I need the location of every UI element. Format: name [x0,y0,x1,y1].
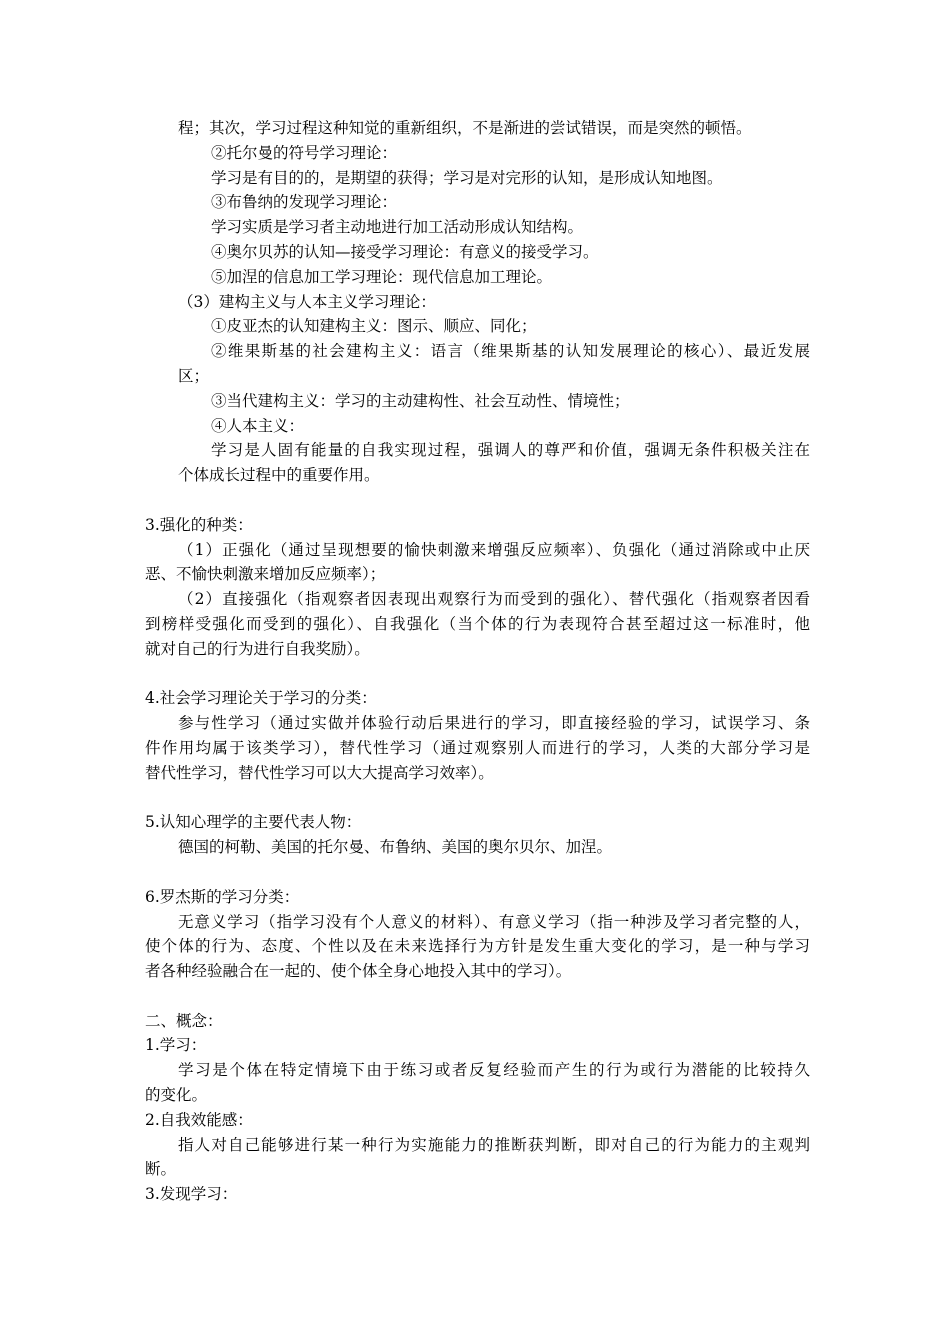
blank-line [145,488,810,513]
text-line: ②托尔曼的符号学习理论： [211,143,398,162]
text-line: 参与性学习（通过实做并体验行动后果进行的学习，即直接经验的学习，试误学习、条 [178,714,810,733]
text-line: ⑤加涅的信息加工学习理论：现代信息加工理论。 [211,267,553,286]
text-line: 5.认知心理学的主要代表人物： [145,813,362,832]
text-line: 程；其次，学习过程这种知觉的重新组织，不是渐进的尝试错误，而是突然的顿悟。 [178,119,752,137]
document-body [145,116,810,1207]
text-line: 学习是有目的的，是期望的获得；学习是对完形的认知，是形成认知地图。 [211,168,723,187]
text-line: 区； [178,366,210,385]
text-line: 6.罗杰斯的学习分类： [145,887,300,906]
text-line: 就对自己的行为进行自我奖励）。 [145,639,370,658]
text-line: 指人对自己能够进行某一种行为实施能力的推断获判断，即对自己的行为能力的主观判 [178,1135,810,1154]
text-line: 个体成长过程中的重要作用。 [178,466,380,485]
text-line: （3）建构主义与人本主义学习理论： [178,292,436,311]
text-line: 无意义学习（指学习没有个人意义的材料）、有意义学习（指一种涉及学习者完整的人， [178,912,810,931]
text-line: 到榜样受强化而受到的强化）、自我强化（当个体的行为表现符合甚至超过这一标准时，他 [145,614,810,633]
text-line: ③当代建构主义：学习的主动建构性、社会互动性、情境性； [211,391,630,410]
text-line: 3.强化的种类： [145,515,253,534]
text-line: ④奥尔贝苏的认知—接受学习理论：有意义的接受学习。 [211,242,599,261]
text-line: ①皮亚杰的认知建构主义：图示、顺应、同化； [211,317,537,336]
text-line: ②维果斯基的社会建构主义：语言（维果斯基的认知发展理论的核心）、最近发展 [211,342,810,361]
text-line: 2.自我效能感： [145,1110,253,1129]
text-line: 二、概念： [145,1011,223,1030]
blank-line [145,984,810,1009]
text-line: 件作用均属于该类学习），替代性学习（通过观察别人而进行的学习，人类的大部分学习是 [145,738,810,757]
text-line: （1）正强化（通过呈现想要的愉快刺激来增强反应频率）、负强化（通过消除或中止厌 [178,540,810,559]
text-line: 学习是人固有能量的自我实现过程，强调人的尊严和价值，强调无条件积极关注在 [211,441,810,460]
text-line: ③布鲁纳的发现学习理论： [211,193,398,212]
text-line: 4.社会学习理论关于学习的分类： [145,689,377,708]
text-line: 恶、不愉快刺激来增加反应频率）； [145,565,386,584]
text-line: ④人本主义： [211,416,305,435]
blank-line [145,860,810,885]
blank-line [145,662,810,687]
text-line: 学习实质是学习者主动地进行加工活动形成认知结构。 [211,218,584,237]
text-line: （2）直接强化（指观察者因表现出观察行为而受到的强化）、替代强化（指观察者因看 [178,590,810,609]
text-line: 断。 [145,1160,177,1179]
text-line: 德国的柯勒、美国的托尔曼、布鲁纳、美国的奥尔贝尔、加涅。 [178,838,613,857]
text-line: 替代性学习，替代性学习可以大大提高学习效率）。 [145,763,494,782]
text-line: 3.发现学习： [145,1185,238,1204]
blank-line [145,786,810,811]
text-line: 使个体的行为、态度、个性以及在未来选择行为方针是发生重大变化的学习，是一种与学习 [145,937,810,956]
text-line: 的变化。 [145,1086,208,1105]
text-line: 1.学习： [145,1036,207,1055]
text-line: 学习是个体在特定情境下由于练习或者反复经验而产生的行为或行为潜能的比较持久 [178,1061,810,1080]
text-line: 者各种经验融合在一起的、使个体全身心地投入其中的学习）。 [145,962,572,981]
